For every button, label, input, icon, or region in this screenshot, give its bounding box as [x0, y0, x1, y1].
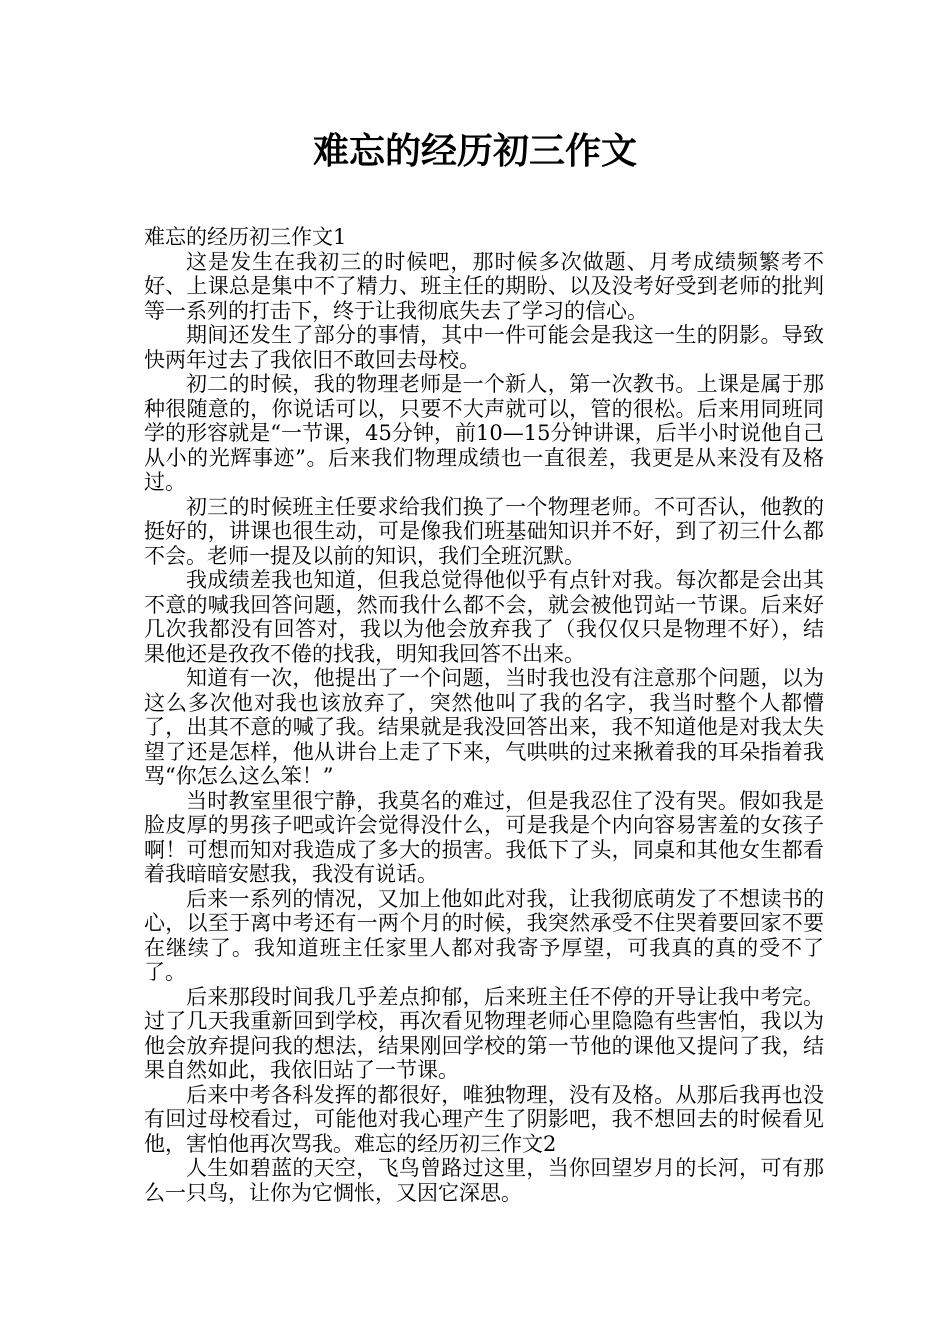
section-heading: 难忘的经历初三作文1: [144, 225, 347, 249]
paragraph: 期间还发生了部分的事情，其中一件可能会是我这一生的阴影。导致快两年过去了我依旧不敢回去母校。: [144, 323, 824, 372]
paragraph: 初二的时候，我的物理老师是一个新人，第一次教书。上课是属于那种很随意的，你说话可以，只要不大声就可以，管的很松。后来用同班同学的形容就是“一节课，45分钟，前10—15分钟讲课，后半小时说他自己从小的光辉事迹”。后来我们物理成绩也一直很差，我更是从来没有及格过。: [144, 372, 824, 494]
paragraph: 后来那段时间我几乎差点抑郁，后来班主任不停的开导让我中考完。过了几天我重新回到学校，再次看见物理老师心里隐隐有些害怕，我以为他会放弃提问我的想法，结果刚回学校的第一节他的课他又提问了我，结果自然如此，我依旧站了一节课。: [144, 984, 824, 1082]
paragraph: 这是发生在我初三的时候吧，那时候多次做题、月考成绩频繁考不好、上课总是集中不了精力、班主任的期盼、以及没考好受到老师的批判等一系列的打击下，终于让我彻底失去了学习的信心。: [144, 249, 824, 323]
paragraph: 当时教室里很宁静，我莫名的难过，但是我忍住了没有哭。假如我是脸皮厚的男孩子吧或许会觉得没什么，可是我是个内向容易害羞的女孩子啊！可想而知对我造成了多大的损害。我低下了头，同桌和其他女生都看着我暗暗安慰我，我没有说话。: [144, 788, 824, 886]
paragraph: 我成绩差我也知道，但我总觉得他似乎有点针对我。每次都是会出其不意的喊我回答问题，然而我什么都不会，就会被他罚站一节课。后来好几次我都没有回答对，我以为他会放弃我了（我仅仅只是物理不好），结果他还是孜孜不倦的找我，明知我回答不出来。: [144, 568, 824, 666]
paragraph: 后来一系列的情况，又加上他如此对我，让我彻底萌发了不想读书的心，以至于离中考还有一两个月的时候，我突然承受不住哭着要回家不要在继续了。我知道班主任家里人都对我寄予厚望，可我真的真的受不了了。: [144, 886, 824, 984]
paragraph: 初三的时候班主任要求给我们换了一个物理老师。不可否认，他教的挺好的，讲课也很生动，可是像我们班基础知识并不好，到了初三什么都不会。老师一提及以前的知识，我们全班沉默。: [144, 494, 824, 568]
document-title: 难忘的经历初三作文: [312, 131, 637, 172]
document-body: [144, 225, 824, 1205]
paragraph: 知道有一次，他提出了一个问题，当时我也没有注意那个问题，以为这么多次他对我也该放弃了，突然他叫了我的名字，我当时整个人都懵了，出其不意的喊了我。结果就是我没回答出来，我不知道他是对我太失望了还是怎样，他从讲台上走了下来，气哄哄的过来揪着我的耳朵指着我骂“你怎么这么笨！”: [144, 666, 824, 788]
paragraph: 后来中考各科发挥的都很好，唯独物理，没有及格。从那后我再也没有回过母校看过，可能他对我心理产生了阴影吧，我不想回去的时候看见他，害怕他再次骂我。难忘的经历初三作文2: [144, 1082, 824, 1156]
paragraph: 人生如碧蓝的天空，飞鸟曾路过这里，当你回望岁月的长河，可有那么一只鸟，让你为它惆怅，又因它深思。: [144, 1156, 824, 1205]
